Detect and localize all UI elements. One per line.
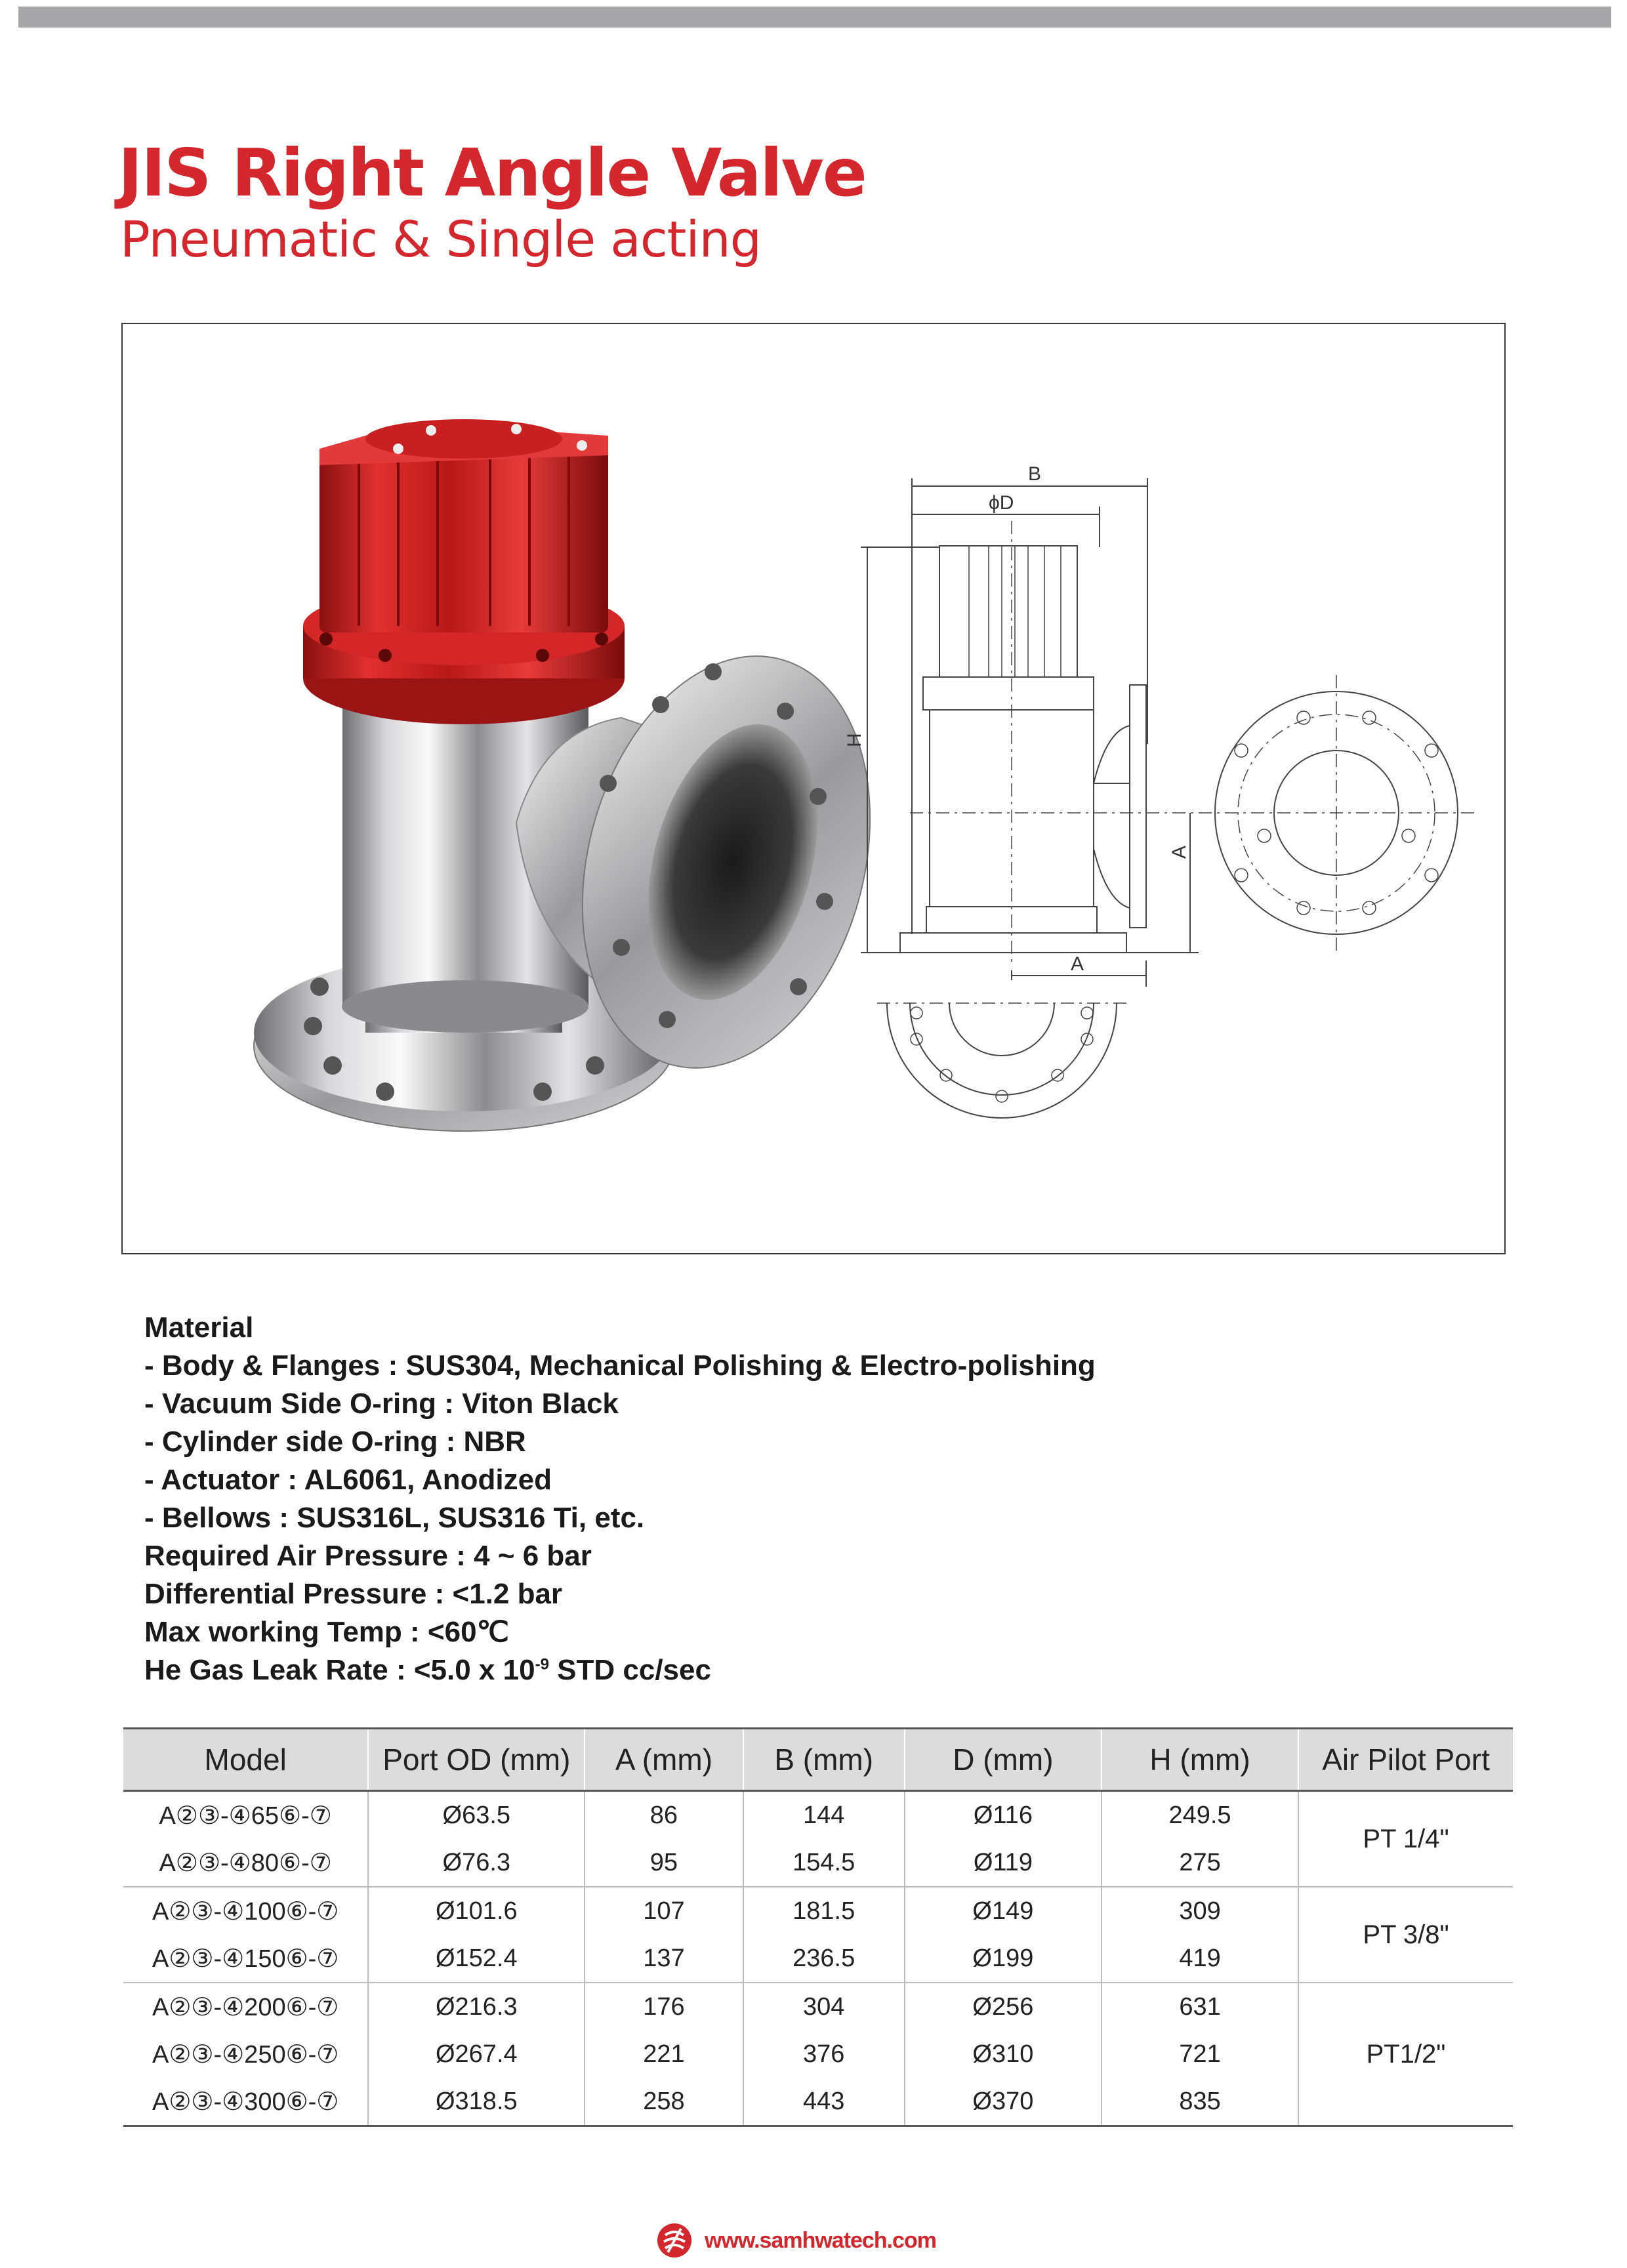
website-link[interactable]: www.samhwatech.com [705,2227,936,2253]
label-b: B [1028,463,1042,485]
col-air-pilot-port: Air Pilot Port [1298,1729,1513,1791]
col-b: B (mm) [743,1729,905,1791]
label-phi-d: ϕD [989,492,1014,514]
table-row: A②③-④100⑥-⑦ Ø101.6 107 181.5 Ø149 309 PT 3/8" [123,1887,1513,1935]
spec-heading: Material [144,1311,254,1344]
spec-line: Max working Temp : <60℃ [144,1616,509,1648]
spec-line: - Actuator : AL6061, Anodized [144,1464,552,1496]
page-title: JIS Right Angle Valve [118,134,866,211]
table-row: A②③-④65⑥-⑦ Ø63.5 86 144 Ø116 249.5 PT 1/4" [123,1791,1513,1840]
col-port-od: Port OD (mm) [368,1729,585,1791]
page-subtitle: Pneumatic & Single acting [120,210,761,268]
label-a-horizontal: A [1071,953,1084,975]
spec-line: - Bellows : SUS316L, SUS316 Ti, etc. [144,1502,645,1534]
col-a: A (mm) [585,1729,743,1791]
valve-photo [254,419,914,1131]
table-row: A②③-④300⑥-⑦ Ø318.5 258 443 Ø370 835 [123,2078,1513,2126]
label-a-vertical: A [1168,845,1190,859]
spec-line: - Cylinder side O-ring : NBR [144,1426,526,1458]
dimension-labels [844,463,1190,975]
table-row: A②③-④250⑥-⑦ Ø267.4 221 376 Ø310 721 [123,2031,1513,2078]
spec-line: - Vacuum Side O-ring : Viton Black [144,1388,619,1420]
col-h: H (mm) [1102,1729,1298,1791]
product-figure [121,323,1506,1254]
figure-canvas [123,324,1504,1253]
spec-leak-rate: He Gas Leak Rate : <5.0 x $10^{-9}$ STD cc/sec [144,1654,711,1686]
spec-line: - Body & Flanges : SUS304, Mechanical Polishing & Electro-polishing [144,1350,1096,1382]
spec-line: Differential Pressure : <1.2 bar [144,1578,563,1610]
table-row: A②③-④200⑥-⑦ Ø216.3 176 304 Ø256 631 PT1/2" [123,1983,1513,2031]
table-row: A②③-④80⑥-⑦ Ø76.3 95 154.5 Ø119 275 [123,1839,1513,1887]
table-row: A②③-④150⑥-⑦ Ø152.4 137 236.5 Ø199 419 [123,1935,1513,1983]
table-header-row [123,1729,1513,1791]
pilot-port-cell: PT 1/4" [1298,1791,1513,1887]
label-h: H [844,733,865,747]
col-model: Model [123,1729,368,1791]
top-bar [18,7,1611,28]
footer [656,2221,936,2260]
samhwa-logo-icon [656,2222,693,2259]
dimension-drawing [861,478,1474,1118]
pilot-port-cell: PT 3/8" [1298,1887,1513,1983]
dimension-table [123,1727,1513,2127]
pilot-port-cell: PT1/2" [1298,1983,1513,2126]
spec-list [144,1309,1096,1689]
spec-line: Required Air Pressure : 4 ~ 6 bar [144,1540,592,1572]
col-d: D (mm) [905,1729,1102,1791]
